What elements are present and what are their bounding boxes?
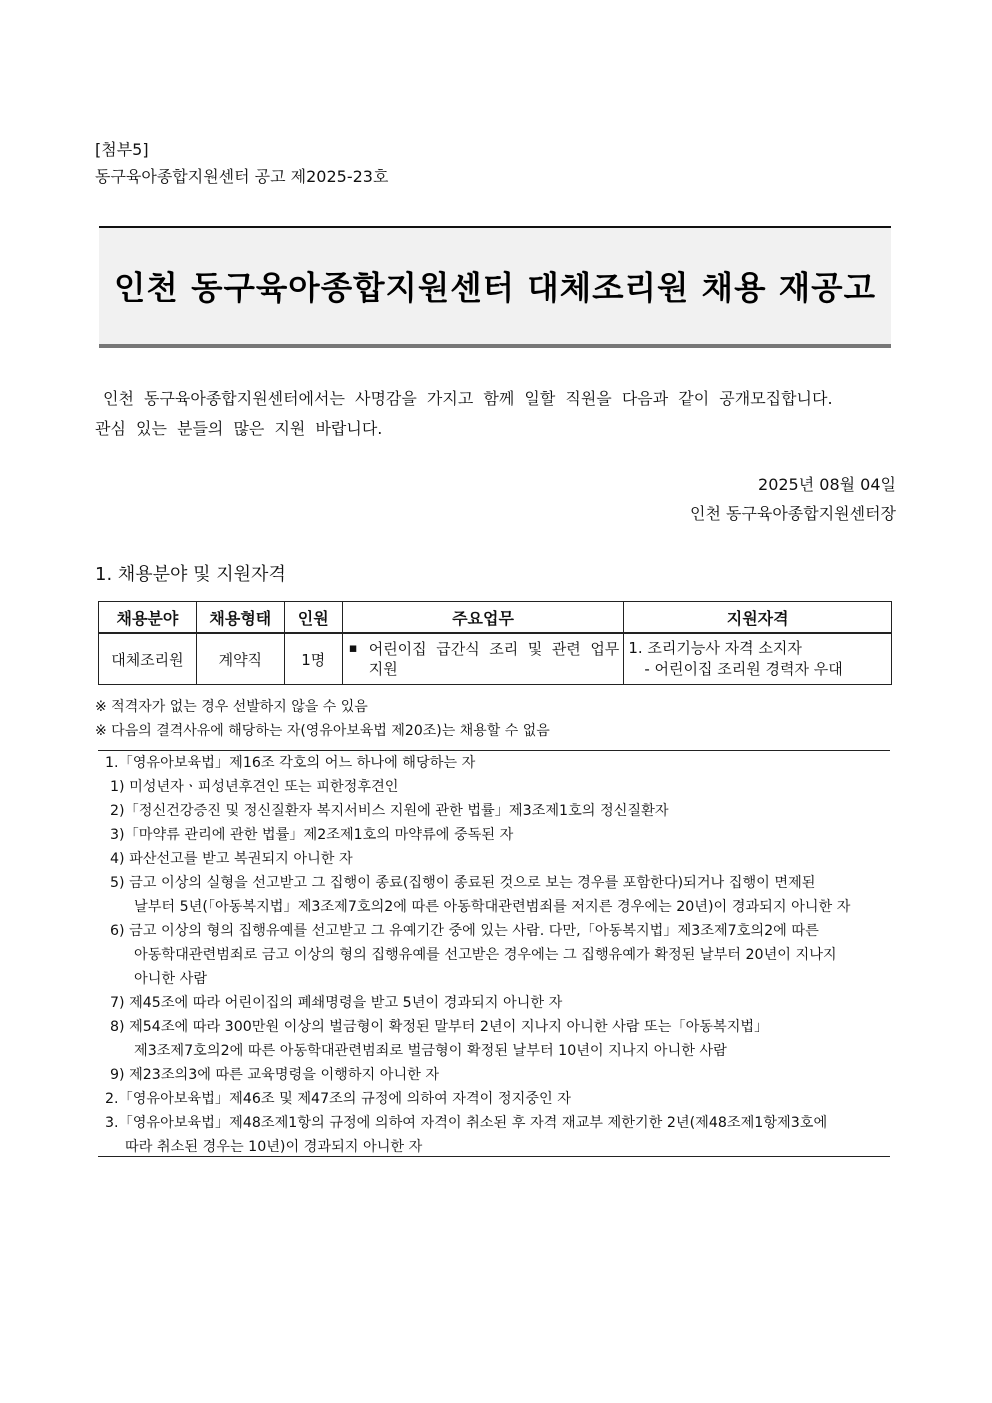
intro-line-1 [95,384,896,414]
title-box [99,226,891,348]
intro-paragraph [95,384,896,444]
page-title: 인천 동구육아종합지원센터 대체조리원 채용 재공고 [114,269,876,307]
notice-number: 동구육아종합지원센터 공고 제2025-23호 [95,167,389,186]
qualification-1: 1. 조리기능사 자격 소지자 [628,639,802,657]
cell-field: 대체조리원 [99,633,197,685]
recruitment-table [98,601,892,685]
header-type: 채용형태 [196,602,284,634]
attachment-label: [첨부5] [95,140,149,159]
disq-line: 따라 취소된 경우는 10년)이 경과되지 아니한 자 [125,1139,423,1155]
disq-line: 9) 제23조의3에 따른 교육명령을 이행하지 아니한 자 [110,1067,440,1083]
table-header-row [99,602,892,634]
header-field: 채용분야 [99,602,197,634]
disq-line: 6) 금고 이상의 형의 집행유예를 선고받고 그 유예기간 중에 있는 사람. 다만,「아동복지법」제3조제7호의2에 따른 [110,923,819,939]
disq-line: 날부터 5년(「아동복지법」제3조제7호의2에 따른 아동학대관련범죄를 저지른 경우에는 20년)이 경과되지 아니한 자 [134,899,851,915]
disq-line: 제3조제7호의2에 따른 아동학대관련범죄로 벌금형이 확정된 날부터 10년이 지나지 아니한 사람 [134,1043,727,1059]
cell-type: 계약직 [196,633,284,685]
section-1-title: 1. 채용분야 및 지원자격 [95,564,286,585]
disq-line: 3)「마약류 관리에 관한 법률」제2조제1호의 마약류에 중독된 자 [110,827,514,843]
header-qualification: 지원자격 [624,602,892,634]
disq-line: 8) 제54조에 따라 300만원 이상의 벌금형이 확정된 말부터 2년이 지나지 아니한 사람 또는「아동복지법」 [110,1019,769,1035]
header-count: 인원 [284,602,342,634]
table-row [99,633,892,685]
disqualification-box [98,750,890,1157]
disq-line: 2)「정신건강증진 및 정신질환자 복지서비스 지원에 관한 법률」제3조제1호의 정신질환자 [110,803,669,819]
disq-line: 3.「영유아보육법」제48조제1항의 규정에 의하여 자격이 취소된 후 자격 재교부 제한기한 2년(제48조제1항제3호에 [105,1115,828,1131]
note-2: ※ 다음의 결격사유에 해당하는 자(영유아보육법 제20조)는 채용할 수 없음 [95,723,550,739]
disq-line: 5) 금고 이상의 실형을 선고받고 그 집행이 종료(집행이 종료된 것으로 보는 경우를 포함한다)되거나 집행이 면제된 [110,875,816,891]
square-bullet-icon: ▪ [348,641,358,656]
disq-line: 7) 제45조에 따라 어린이집의 폐쇄명령을 받고 5년이 경과되지 아니한 자 [110,995,563,1011]
intro-line-2: 관심 있는 분들의 많은 지원 바랍니다. [95,419,383,438]
disq-line: 아니한 사람 [134,971,208,987]
cell-qualification [624,633,892,685]
disq-line: 4) 파산선고를 받고 복권되지 아니한 자 [110,851,353,867]
disq-line: 1) 미성년자ㆍ피성년후견인 또는 피한정후견인 [110,779,399,795]
duty-text: 어린이집 급간식 조리 및 관련 업무 지원 [368,640,620,678]
signer: 인천 동구육아종합지원센터장 [689,504,896,523]
disq-line: 2.「영유아보육법」제46조 및 제47조의 규정에 의하여 자격이 정지중인 자 [105,1091,571,1107]
disq-line: 아동학대관련범죄로 금고 이상의 형의 집행유예를 선고받은 경우에는 그 집행유예가 확정된 날부터 20년이 지나지 [134,947,837,963]
note-1: ※ 적격자가 없는 경우 선발하지 않을 수 있음 [95,699,368,715]
qualification-2: - 어린이집 조리원 경력자 우대 [644,660,843,678]
cell-count: 1명 [284,633,342,685]
header-duty: 주요업무 [342,602,624,634]
cell-duty [342,633,624,685]
intro-line-1-text: 인천 동구육아종합지원센터에서는 사명감을 가지고 함께 일할 직원을 다음과 같이 공개모집합니다. [103,389,833,408]
notice-date: 2025년 08월 04일 [758,475,896,494]
disq-line: 1.「영유아보육법」제16조 각호의 어느 하나에 해당하는 자 [105,755,476,771]
